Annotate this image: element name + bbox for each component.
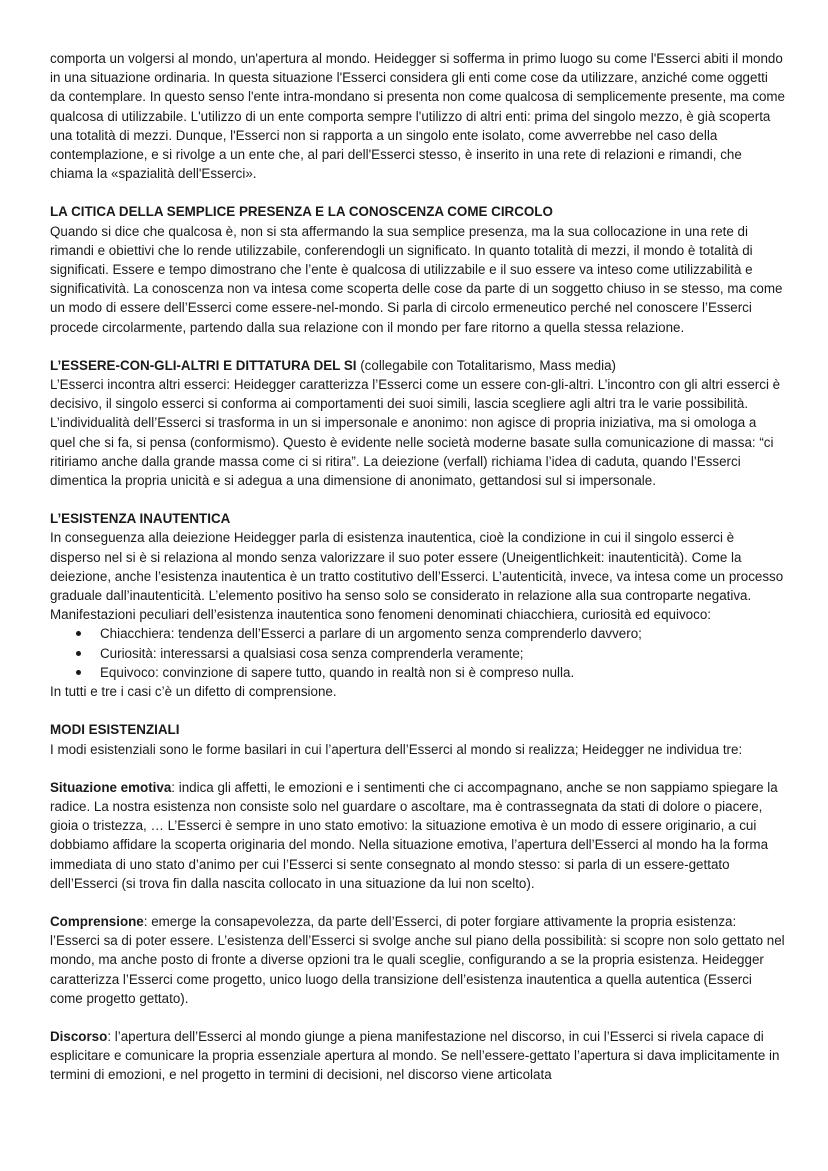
bullet-icon <box>76 651 81 656</box>
text-situazione: : indica gli affetti, le emozioni e i sentimenti che ci accompagnano, anche se non sappiamo spiegare la radice. La nostra esistenza non consiste solo nel guardare o ascoltare, ma è contrassegnata da stati di dolore o piacere, gioia o tristezza, … L’Esserci è sempre in uno stato emotivo: la situazione emotiva è un modo di essere originario, a cui dobbiamo affidare la scoperta originaria del mondo. Nella situazione emotiva, l’apertura dell’Esserci al mondo ha la forma immediata di uno stato d’animo per cui l’Esserci si sente consegnato al mondo stesso: si parla di un essere-gettato dell’Esserci (si trova fin dalla nascita collocato in una situazione da lui non scelto). <box>50 779 778 891</box>
paragraph-situazione <box>50 778 785 893</box>
heading-essere-con-line <box>50 356 785 375</box>
paragraph-inautentica-closing: In tutti e tre i casi c’è un difetto di comprensione. <box>50 684 337 700</box>
paragraph-inautentica: In conseguenza alla deiezione Heidegger parla di esistenza inautentica, cioè la condizione in cui il singolo esserci è disperso nel si è si relaziona al mondo senza valorizzare il suo poter essere (Uneigentlichkeit: inautenticità). Come la deiezione, anche l’esistenza inautentica è un tratto costitutivo dell’Esserci. L’autenticità, invece, va intesa come un processo graduale dall’inautenticità. L’elemento positivo ha senso solo se considerato in relazione alla sua controparte negativa. Manifestazioni peculiari dell’esistenza inautentica sono fenomeni denominati chiacchiera, curiosità ed equivoco: <box>50 530 784 623</box>
paragraph-modi: I modi esistenziali sono le forme basilari in cui l’apertura dell’Esserci al mondo si realizza; Heidegger ne individua tre: <box>50 741 743 757</box>
term-situazione: Situazione emotiva <box>50 779 172 795</box>
paragraph-discorso <box>50 1027 785 1085</box>
list-item <box>76 663 785 682</box>
list-item-text: Chiacchiera: tendenza dell’Esserci a parlare di un argomento senza comprenderlo davvero; <box>100 626 642 642</box>
heading-critica: LA CITICA DELLA SEMPLICE PRESENZA E LA CONOSCENZA COME CIRCOLO <box>50 204 553 220</box>
text-discorso: : l’apertura dell’Esserci al mondo giunge a piena manifestazione nel discorso, in cui l’Esserci si rivela capace di esplicitare e comunicare la propria essenziale apertura al mondo. Se nell’essere-gettato l’apertura si dava implicitamente in termini di emozioni, e nel progetto in termini di decisioni, nel discorso viene articolata <box>50 1028 780 1083</box>
heading-modi: MODI ESISTENZIALI <box>50 722 180 738</box>
bullet-icon <box>76 670 81 675</box>
paragraph-critica: Quando si dice che qualcosa è, non si sta affermando la sua semplice presenza, ma la sua collocazione in una rete di rimandi e obiettivi che lo rende utilizzabile, conferendogli un significato. In quanto totalità di mezzi, il mondo è totalità di significati. Essere e tempo dimostrano che l’ente è qualcosa di utilizzabile e il suo essere va inteso come utilizzabilità e significatività. La conoscenza non va intesa come scoperta delle cose da parte di un soggetto chiuso in se stesso, ma come un modo di essere dell’Esserci come essere-nel-mondo. Si parla di circolo ermeneutico perché nel conoscere l’Esserci procede circolarmente, partendo dalla sua relazione con il mondo per fare ritorno a quella stessa relazione. <box>50 223 783 335</box>
term-comprensione: Comprensione <box>50 913 144 929</box>
heading-essere-con: L’ESSERE-CON-GLI-ALTRI E DITTATURA DEL SI <box>50 357 357 373</box>
heading-inautentica: L’ESISTENZA INAUTENTICA <box>50 511 231 527</box>
list-item <box>76 624 785 643</box>
list-item-text: Curiosità: interessarsi a qualsiasi cosa senza comprenderla veramente; <box>100 645 524 661</box>
list-item-text: Equivoco: convinzione di sapere tutto, quando in realtà non si è compreso nulla. <box>100 664 575 680</box>
document-page <box>50 49 785 1085</box>
intro-paragraph: comporta un volgersi al mondo, un'apertura al mondo. Heidegger si sofferma in primo luogo su come l'Esserci abiti il mondo in una situazione ordinaria. In questa situazione l'Esserci considera gli enti come cose da utilizzare, anziché come oggetti da contemplare. In questo senso l'ente intra-mondano si presenta non come qualcosa di semplicemente presente, ma come qualcosa di utilizzabile. L'utilizzo di un ente comporta sempre l'utilizzo di altri enti: prima del singolo mezzo, è già scoperta una totalità di mezzi. Dunque, l'Esserci non si rapporta a un singolo ente isolato, come avverrebbe nel caso della contemplazione, e si rivolge a un ente che, al pari dell'Esserci stesso, è inserito in una rete di relazioni e rimandi, che chiama la «spazialità dell'Esserci». <box>50 51 785 182</box>
heading-essere-con-note: (collegabile con Totalitarismo, Mass media) <box>356 357 616 373</box>
paragraph-comprensione <box>50 912 785 1008</box>
bullet-list <box>50 624 785 682</box>
list-item <box>76 644 785 663</box>
text-comprensione: : emerge la consapevolezza, da parte dell’Esserci, di poter forgiare attivamente la propria esistenza: l’Esserci sa di poter essere. L’esistenza dell’Esserci si svolge anche sul piano della possibilità: si scopre non solo gettato nel mondo, ma anche posto di fronte a diverse opzioni tra le quali sceglie, configurando a se la propria esistenza. Heidegger caratterizza l’Esserci come progetto, unico luogo della transizione dell’esistenza inautentica a quella autentica (Esserci come progetto gettato). <box>50 913 785 1006</box>
paragraph-essere-con: L’Esserci incontra altri esserci: Heidegger caratterizza l’Esserci come un essere con-gli-altri. L’incontro con gli altri esserci è decisivo, il singolo esserci si conforma ai comportamenti dei suoi simili, lascia scegliere agli altri tra le varie possibilità. L’individualità dell’Esserci si trasforma in un si impersonale e anonimo: non agisce di propria iniziativa, ma si omologa a quel che si fa, si pensa (conformismo). Questo è evidente nelle società moderne basate sulla comunicazione di massa: “ci ritiriamo anche dalla grande massa come ci si ritira”. La deiezione (verfall) richiama l’idea di caduta, quando l’Esserci dimentica la propria unicità e si adegua a una dimensione di anonimato, gettandosi sul si impersonale. <box>50 377 781 489</box>
bullet-icon <box>76 631 81 636</box>
term-discorso: Discorso <box>50 1028 108 1044</box>
